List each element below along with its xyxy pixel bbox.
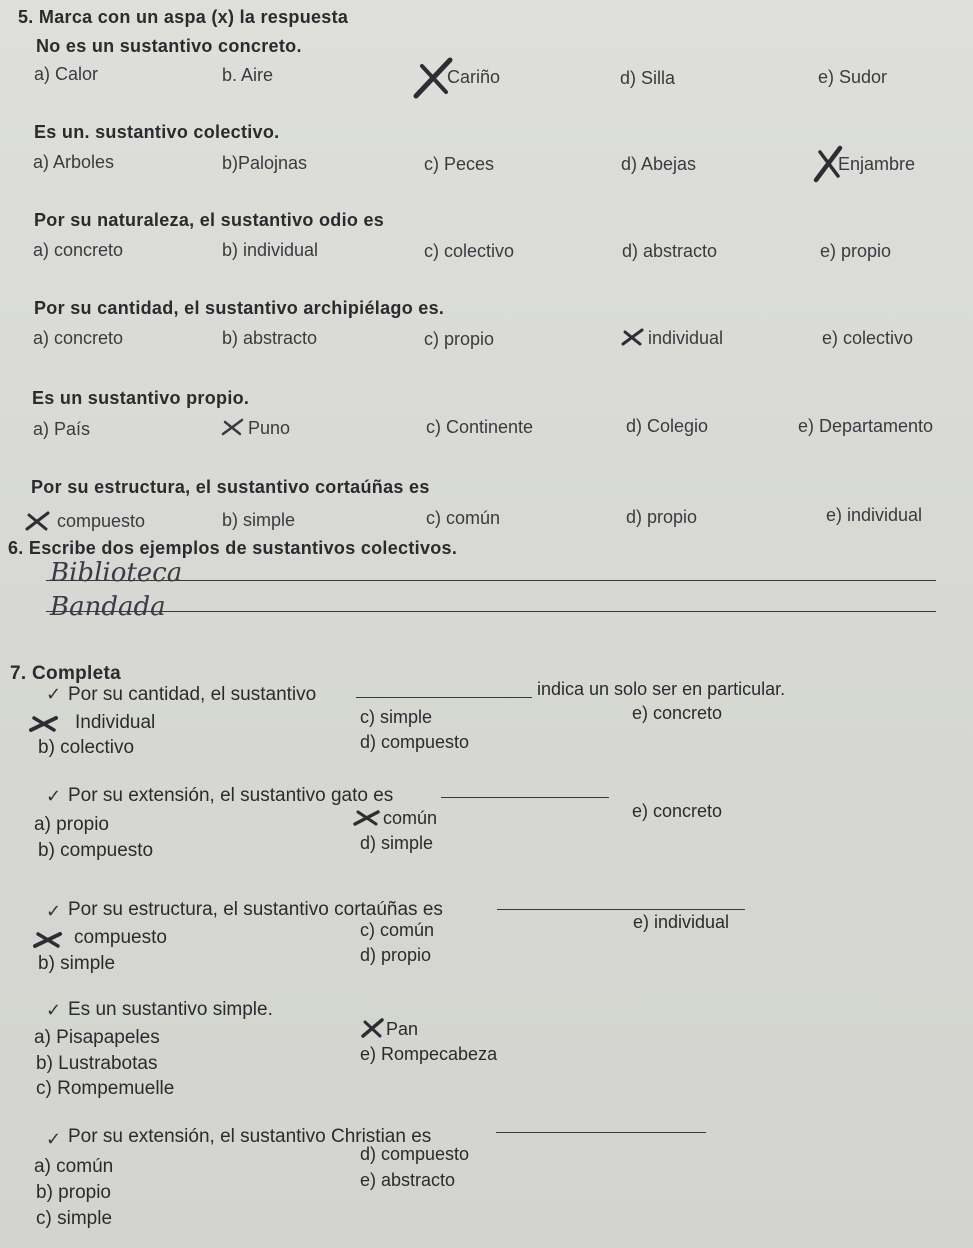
q6-answer-1[interactable]: Biblioteca: [50, 558, 183, 588]
q5-item4-prompt: Por su cantidad, el sustantivo archipiélago es.: [34, 298, 445, 318]
q5-item3-option-b[interactable]: b) individual: [222, 240, 319, 260]
q5-item1-option-a[interactable]: a) Calor: [34, 64, 99, 84]
q7-item3-option-a[interactable]: compuesto: [74, 927, 167, 948]
checkmark-icon: ✓: [46, 786, 62, 806]
q5-item6-option-e[interactable]: e) individual: [826, 505, 923, 525]
blank-line[interactable]: [496, 1132, 706, 1133]
q5-item6-option-d[interactable]: d) propio: [626, 507, 698, 527]
checkmark-icon: ✓: [46, 684, 62, 704]
q7-item1-prompt-b: indica un solo ser en particular.: [537, 679, 786, 699]
q5-item6-option-b[interactable]: b) simple: [222, 510, 296, 530]
q7-item4-option-e[interactable]: e) Rompecabeza: [360, 1044, 498, 1064]
q5-item4-option-d[interactable]: individual: [648, 328, 724, 348]
blank-line[interactable]: [497, 909, 745, 910]
q7-item2-option-a[interactable]: a) propio: [34, 814, 109, 835]
q5-item5-option-c[interactable]: c) Continente: [426, 417, 534, 437]
q5-item4-option-b[interactable]: b) abstracto: [222, 328, 318, 348]
x-mark-icon: [352, 806, 382, 828]
q5-item1-prompt: No es un sustantivo concreto.: [36, 36, 302, 56]
q7-item5-option-e[interactable]: e) abstracto: [360, 1170, 456, 1190]
q5-item1-option-b[interactable]: b. Aire: [222, 65, 274, 85]
q7-item2-option-b[interactable]: b) compuesto: [38, 840, 154, 861]
q7-item4-option-c[interactable]: c) Rompemuelle: [36, 1078, 175, 1099]
q7-item3-option-d[interactable]: d) propio: [360, 945, 432, 965]
checkmark-icon: ✓: [46, 901, 62, 921]
x-mark-icon: [28, 712, 62, 734]
q7-item1-option-d[interactable]: d) compuesto: [360, 732, 470, 752]
q5-item6-option-c[interactable]: c) común: [426, 508, 501, 528]
q7-item5-option-b[interactable]: b) propio: [36, 1182, 111, 1203]
q5-item5-prompt: Es un sustantivo propio.: [32, 388, 250, 408]
q5-item3-option-c[interactable]: c) colectivo: [424, 241, 515, 261]
q5-item3-option-a[interactable]: a) concreto: [33, 240, 124, 260]
q5-item5-option-d[interactable]: d) Colegio: [626, 416, 709, 436]
q5-item3-option-e[interactable]: e) propio: [820, 241, 892, 261]
q7-item5-prompt: Por su extensión, el sustantivo Christian es: [68, 1126, 432, 1147]
q7-item2-prompt: Por su extensión, el sustantivo gato es: [68, 785, 394, 806]
q5-item1-option-d[interactable]: d) Silla: [620, 68, 676, 88]
checkmark-icon: ✓: [46, 1129, 62, 1149]
q5-item1-option-e[interactable]: e) Sudor: [818, 67, 888, 87]
q5-item2-option-d[interactable]: d) Abejas: [621, 154, 697, 174]
q7-item4-option-d[interactable]: Pan: [386, 1019, 419, 1039]
answer-line-2: [46, 611, 936, 612]
q5-item2-prompt: Es un. sustantivo colectivo.: [34, 122, 280, 142]
q5-item3-prompt: Por su naturaleza, el sustantivo odio es: [34, 210, 385, 230]
q7-item1-option-c[interactable]: c) simple: [360, 707, 433, 727]
q7-item4-option-a[interactable]: a) Pisapapeles: [34, 1027, 160, 1048]
q7-item3-option-e[interactable]: e) individual: [633, 912, 730, 932]
q7-item3-prompt: Por su estructura, el sustantivo cortaúñas es: [68, 899, 443, 920]
q5-item1-option-c[interactable]: Cariño: [447, 67, 501, 87]
x-mark-icon: [360, 1016, 386, 1040]
q7-item4-option-b[interactable]: b) Lustrabotas: [36, 1053, 158, 1074]
q7-item5-option-c[interactable]: c) simple: [36, 1208, 113, 1229]
q7-item1-option-b[interactable]: b) colectivo: [38, 737, 135, 758]
q6-heading: 6. Escribe dos ejemplos de sustantivos colectivos.: [8, 538, 458, 558]
q7-item4-prompt: Es un sustantivo simple.: [68, 999, 273, 1020]
q6-answer-2[interactable]: Bandada: [50, 592, 166, 622]
q5-item3-option-d[interactable]: d) abstracto: [622, 241, 718, 261]
q5-item5-option-a[interactable]: a) País: [33, 419, 91, 439]
x-mark-icon: [620, 326, 646, 348]
checkmark-icon: ✓: [46, 1000, 62, 1020]
q7-item1-option-e[interactable]: e) concreto: [632, 703, 723, 723]
q5-item2-option-e[interactable]: Enjambre: [838, 154, 916, 174]
q7-item2-option-e[interactable]: e) concreto: [632, 801, 723, 821]
q5-item5-option-b[interactable]: Puno: [248, 418, 291, 438]
q5-item6-prompt: Por su estructura, el sustantivo cortaúñas es: [31, 477, 430, 497]
q7-item5-option-a[interactable]: a) común: [34, 1156, 114, 1177]
q5-item6-option-a[interactable]: compuesto: [57, 511, 146, 531]
q7-item1-option-a[interactable]: Individual: [75, 712, 156, 733]
q5-heading: 5. Marca con un aspa (x) la respuesta: [18, 7, 349, 27]
q5-item2-option-c[interactable]: c) Peces: [424, 154, 495, 174]
blank-line[interactable]: [356, 697, 532, 698]
answer-line-1: [46, 580, 936, 581]
q7-item2-option-d[interactable]: d) simple: [360, 833, 434, 853]
q7-heading: 7. Completa: [10, 663, 121, 684]
x-mark-icon: [24, 509, 52, 533]
q5-item4-option-e[interactable]: e) colectivo: [822, 328, 914, 348]
q7-item1-prompt-a: Por su cantidad, el sustantivo: [68, 684, 317, 705]
q5-item4-option-c[interactable]: c) propio: [424, 329, 495, 349]
q7-item5-option-d[interactable]: d) compuesto: [360, 1144, 470, 1164]
x-mark-icon: [220, 416, 246, 438]
blank-line[interactable]: [441, 797, 609, 798]
q5-item5-option-e[interactable]: e) Departamento: [798, 416, 934, 436]
x-mark-icon: [32, 928, 64, 950]
q5-item2-option-a[interactable]: a) Arboles: [33, 152, 115, 172]
q7-item3-option-c[interactable]: c) común: [360, 920, 435, 940]
q7-item2-option-c[interactable]: común: [383, 808, 438, 828]
q5-item2-option-b[interactable]: b)Palojnas: [222, 153, 308, 173]
q7-item3-option-b[interactable]: b) simple: [38, 953, 116, 974]
q5-item4-option-a[interactable]: a) concreto: [33, 328, 124, 348]
